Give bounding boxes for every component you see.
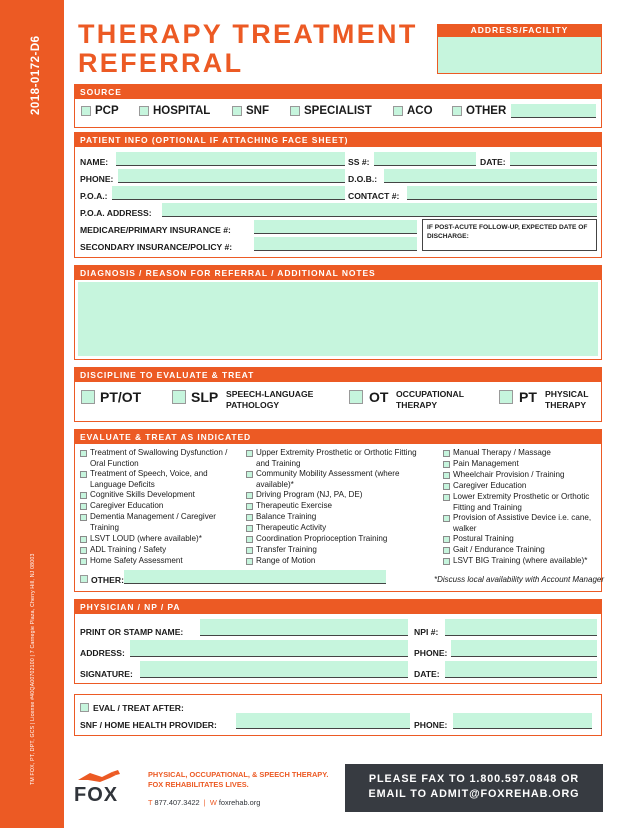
patient-ss-label: SS #: [348, 157, 370, 167]
patient-poa-address-label: P.O.A. ADDRESS: [80, 208, 152, 218]
fox-brand-name: FOX [74, 784, 119, 806]
eval-item[interactable]: Driving Program (NJ, PA, DE) [246, 490, 418, 501]
source-hospital-checkbox[interactable] [139, 106, 149, 116]
source-other-checkbox[interactable] [452, 106, 462, 116]
discipline-ot-checkbox[interactable] [349, 390, 363, 404]
contact-info: T 877.407.3422 | W foxrehab.org [148, 798, 261, 807]
eval-item[interactable]: Upper Extremity Prosthetic or Orthotic Fitting and Training [246, 448, 418, 469]
physician-signature-field[interactable] [140, 661, 408, 678]
eval-item[interactable]: Dementia Management / Caregiver Training [80, 512, 240, 533]
diagnosis-notes-field[interactable] [78, 282, 598, 356]
source-other-label: OTHER [466, 105, 507, 117]
physician-print-label: PRINT OR STAMP NAME: [80, 627, 184, 637]
provider-phone-label: PHONE: [414, 720, 448, 730]
patient-info-heading: PATIENT INFO (OPTIONAL IF ATTACHING FACE SHEET) [75, 133, 601, 147]
eval-item[interactable]: Caregiver Education [443, 481, 598, 492]
patient-name-field[interactable] [116, 152, 345, 166]
web-prefix: W [209, 798, 217, 807]
eval-item[interactable]: Coordination Proprioception Training [246, 534, 418, 545]
physician-heading: PHYSICIAN / NP / PA [75, 600, 601, 614]
eval-item[interactable]: Manual Therapy / Massage [443, 448, 598, 459]
eval-after-label: EVAL / TREAT AFTER: [93, 703, 184, 713]
source-other-field[interactable] [511, 104, 596, 118]
provider-label: SNF / HOME HEALTH PROVIDER: [80, 720, 217, 730]
physician-phone-label: PHONE: [414, 648, 448, 658]
patient-secondary-field[interactable] [254, 237, 417, 251]
discipline-slp-checkbox[interactable] [172, 390, 186, 404]
source-snf-checkbox[interactable] [232, 106, 242, 116]
eval-item[interactable]: Gait / Endurance Training [443, 545, 598, 556]
evaluate-heading: EVALUATE & TREAT AS INDICATED [75, 430, 601, 444]
eval-item[interactable]: Provision of Assistive Device i.e. cane, walker [443, 513, 598, 534]
physician-date-label: DATE: [414, 669, 440, 679]
discharge-date-field[interactable]: IF POST-ACUTE FOLLOW-UP, EXPECTED DATE OF DISCHARGE: [422, 219, 597, 251]
patient-secondary-label: SECONDARY INSURANCE/POLICY #: [80, 242, 233, 252]
eval-item[interactable]: Lower Extremity Prosthetic or Orthotic Fitting and Training [443, 492, 598, 513]
discipline-heading: DISCIPLINE TO EVALUATE & TREAT [75, 368, 601, 382]
fax-line-1: PLEASE FAX TO 1.800.597.0848 OR [368, 773, 580, 785]
discipline-ot-name: OCCUPATIONAL THERAPY [396, 389, 464, 410]
title-line-2: REFERRAL [78, 48, 244, 78]
eval-item[interactable]: Community Mobility Assessment (where available)* [246, 469, 418, 490]
phone-prefix: T [148, 798, 153, 807]
patient-contact-field[interactable] [407, 186, 597, 200]
eval-item[interactable]: Treatment of Swallowing Dysfunction / Oral Function [80, 448, 240, 469]
eval-item[interactable]: Treatment of Speech, Voice, and Language Deficits [80, 469, 240, 490]
eval-item[interactable]: Cognitive Skills Development [80, 490, 240, 501]
physician-print-field[interactable] [200, 619, 408, 636]
fax-banner [345, 764, 603, 812]
eval-item[interactable]: Caregiver Education [80, 501, 240, 512]
diagnosis-heading: DIAGNOSIS / REASON FOR REFERRAL / ADDITIONAL NOTES [75, 266, 601, 280]
discipline-ot-abbr: OT [369, 389, 389, 405]
physician-signature-label: SIGNATURE: [80, 669, 133, 679]
fax-line-2: EMAIL TO ADMIT@FOXREHAB.ORG [368, 788, 580, 800]
source-snf-label: SNF [246, 105, 269, 117]
patient-contact-label: CONTACT #: [348, 191, 400, 201]
source-aco-label: ACO [407, 105, 433, 117]
title-line-1: THERAPY TREATMENT [78, 19, 418, 49]
eval-other-checkbox[interactable] [80, 575, 88, 583]
eval-other-field[interactable] [124, 570, 386, 584]
patient-date-field[interactable] [510, 152, 597, 166]
availability-footnote: *Discuss local availability with Account Manager [434, 575, 604, 584]
patient-phone-label: PHONE: [80, 174, 114, 184]
discipline-slp-abbr: SLP [191, 389, 219, 405]
address-facility-field[interactable] [437, 37, 602, 74]
physician-npi-field[interactable] [445, 619, 597, 636]
patient-insurance-field[interactable] [254, 220, 417, 234]
eval-after-checkbox[interactable] [80, 703, 89, 712]
source-pcp-checkbox[interactable] [81, 106, 91, 116]
eval-item[interactable]: Home Safety Assessment [80, 556, 240, 567]
patient-phone-field[interactable] [118, 169, 345, 183]
eval-item[interactable]: LSVT BIG Training (where available)* [443, 556, 598, 567]
discipline-pt-name: PHYSICAL THERAPY [545, 389, 589, 410]
eval-item[interactable]: Range of Motion [246, 556, 418, 567]
patient-dob-field[interactable] [384, 169, 597, 183]
eval-other-label: OTHER: [91, 575, 124, 585]
website-link[interactable]: foxrehab.org [218, 798, 261, 807]
source-specialist-label: SPECIALIST [304, 105, 372, 117]
tagline-line-2: FOX REHABILITATES LIVES. [148, 780, 249, 789]
physician-address-field[interactable] [130, 640, 408, 657]
source-heading: SOURCE [75, 85, 601, 99]
patient-ss-field[interactable] [374, 152, 476, 166]
eval-item[interactable]: ADL Training / Safety [80, 545, 240, 556]
address-facility-label: ADDRESS/FACILITY [437, 24, 602, 37]
eval-item[interactable]: Therapeutic Exercise [246, 501, 418, 512]
provider-field[interactable] [236, 713, 410, 729]
document-code: 2018-0172-D6 [30, 35, 42, 115]
eval-item[interactable]: Wheelchair Provision / Training [443, 470, 598, 481]
patient-name-label: NAME: [80, 157, 109, 167]
physician-date-field[interactable] [445, 661, 597, 678]
physician-address-label: ADDRESS: [80, 648, 125, 658]
patient-poa-label: P.O.A.: [80, 191, 108, 201]
discipline-pt-checkbox[interactable] [499, 390, 513, 404]
discipline-pt-abbr: PT [519, 389, 537, 405]
physician-npi-label: NPI #: [414, 627, 439, 637]
source-specialist-checkbox[interactable] [290, 106, 300, 116]
eval-item[interactable]: Therapeutic Activity [246, 523, 418, 534]
patient-date-label: DATE: [480, 157, 506, 167]
eval-item[interactable]: Balance Training [246, 512, 418, 523]
phone-number: 877.407.3422 [154, 798, 200, 807]
page-title [78, 20, 418, 78]
tagline [148, 770, 328, 790]
source-pcp-label: PCP [95, 105, 119, 117]
eval-item[interactable]: Transfer Training [246, 545, 418, 556]
discipline-ptot-checkbox[interactable] [81, 390, 95, 404]
eval-item[interactable]: Postural Training [443, 534, 598, 545]
source-aco-checkbox[interactable] [393, 106, 403, 116]
source-hospital-label: HOSPITAL [153, 105, 211, 117]
patient-poa-address-field[interactable] [162, 203, 597, 217]
eval-item[interactable]: Pain Management [443, 459, 598, 470]
discipline-ptot-abbr: PT/OT [100, 389, 142, 405]
eval-item[interactable]: LSVT LOUD (where available)* [80, 534, 240, 545]
patient-insurance-label: MEDICARE/PRIMARY INSURANCE #: [80, 225, 231, 235]
discipline-slp-name: SPEECH-LANGUAGE PATHOLOGY [226, 389, 314, 410]
provider-phone-field[interactable] [453, 713, 592, 729]
patient-dob-label: D.O.B.: [348, 174, 378, 184]
tagline-line-1: PHYSICAL, OCCUPATIONAL, & SPEECH THERAPY. [148, 770, 329, 779]
physician-phone-field[interactable] [451, 640, 597, 657]
side-footer-text: TM FOX, PT, DPT, GCS | License #40QA00702100 | 7 Carnegie Plaza, Cherry Hill, NJ 08003 [30, 553, 36, 785]
patient-poa-field[interactable] [112, 186, 345, 200]
